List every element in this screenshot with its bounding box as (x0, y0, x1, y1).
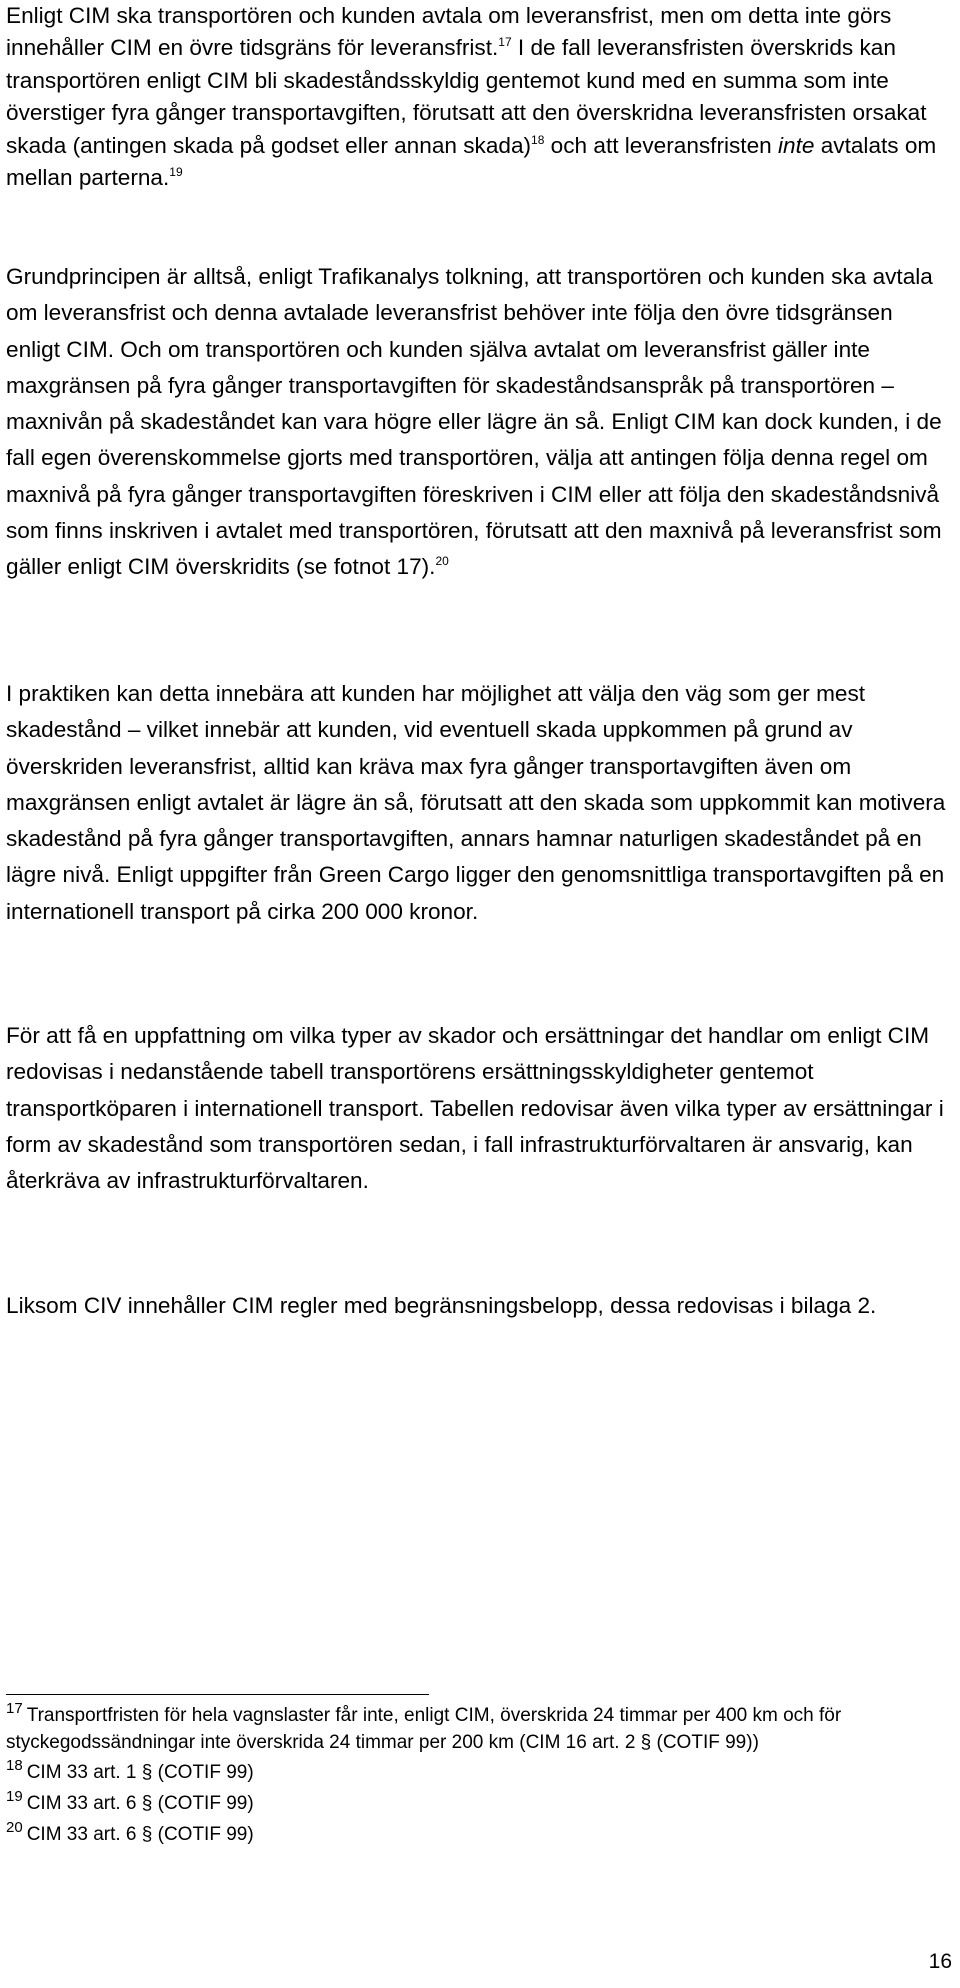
footnote-reference: 20 (435, 554, 449, 569)
text-run: För att få en uppfattning om vilka typer av skador och ersättningar det handlar om enligt CIM redovisas i nedanstående tabell transportörens ersättningsskyldigheter gentemot transportköparen i internationell transport. Tabellen redovisar även vilka typer av ersättningar i form av skadestånd som transportören sedan, i fall infrastrukturförvaltaren är ansvarig, kan återkräva av infrastrukturförvaltaren. (6, 1023, 944, 1194)
text-run: avtalats om mellan parterna. (6, 132, 937, 191)
footnotes (6, 1700, 941, 1853)
footnote (6, 1788, 941, 1818)
footnote-text: CIM 33 art. 6 § (COTIF 99) (26, 1824, 254, 1845)
paragraph (6, 259, 951, 586)
footnote-number: 18 (6, 1757, 23, 1774)
footnote (6, 1700, 941, 1756)
text-run: Liksom CIV innehåller CIM regler med begränsningsbelopp, dessa redovisas i bilaga 2. (6, 1293, 877, 1318)
paragraph-text (6, 676, 951, 930)
footnote-reference: 19 (169, 165, 183, 180)
paragraph (6, 1288, 951, 1324)
emphasis-text: inte (778, 132, 815, 158)
paragraph-text (6, 259, 951, 586)
footnote (6, 1819, 941, 1849)
footnote-number: 17 (6, 1700, 23, 1717)
paragraph-text (6, 0, 951, 194)
page-number: 16 (928, 1950, 952, 1973)
footnote-reference: 18 (531, 132, 545, 147)
footnote-text: Transportfristen för hela vagnslaster får inte, enligt CIM, överskrida 24 timmar per 400 km och för styckegodssändningar inte överskrida 24 timmar per 200 km (CIM 16 art. 2 § (COTIF 99)) (6, 1705, 842, 1753)
paragraph-text (6, 1288, 951, 1324)
footnote (6, 1757, 941, 1787)
footnote-separator (6, 1694, 429, 1695)
footnote-number: 20 (6, 1819, 23, 1836)
text-run: I praktiken kan detta innebära att kunden har möjlighet att välja den väg som ger mest skadestånd – vilket innebär att kunden, vid eventuell skada uppkommen på grund av överskriden leveransfrist, alltid kan kräva max fyra gånger transportavgiften även om maxgränsen enligt avtalet är lägre än så, förutsatt att den skada som uppkommit kan motivera skadestånd på fyra gånger transportavgiften, annars hamnar naturligen skadeståndet på en lägre nivå. Enligt uppgifter från Green Cargo ligger den genomsnittliga transportavgiften på en internationell transport på cirka 200 000 kronor. (6, 681, 946, 924)
footnote-reference: 17 (498, 35, 512, 50)
paragraph-text (6, 1018, 951, 1199)
footnote-text: CIM 33 art. 6 § (COTIF 99) (26, 1793, 254, 1814)
paragraph (6, 1018, 951, 1199)
text-run: I de fall leveransfristen överskrids kan transportören enligt CIM bli skadeståndsskyldig gentemot kund med en summa som inte överstiger fyra gånger transportavgiften, förutsatt att den överskridna leveransfristen orsakat skada (antingen skada på godset eller annan skada) (6, 35, 927, 158)
paragraph (6, 0, 951, 194)
footnote-text: CIM 33 art. 1 § (COTIF 99) (26, 1762, 254, 1783)
text-run: Grundprincipen är alltså, enligt Trafikanalys tolkning, att transportören och kunden ska avtala om leveransfrist och denna avtalade leveransfrist behöver inte följa den övre tidsgränsen enligt CIM. Och om transportören och kunden själva avtalat om leveransfrist gäller inte maxgränsen på fyra gånger transportavgiften för skadeståndsanspråk på transportören – maxnivån på skadeståndet kan vara högre eller lägre än så. Enligt CIM kan dock kunden, i de fall egen överenskommelse gjorts med transportören, välja att antingen följa denna regel om maxnivå på fyra gånger transportavgiften föreskriven i CIM eller att följa den skadeståndsnivå som finns inskriven i avtalet med transportören, förutsatt att den maxnivå på leveransfrist som gäller enligt CIM överskridits (se fotnot 17). (6, 264, 942, 580)
text-run: Enligt CIM ska transportören och kunden avtala om leveransfrist, men om detta inte görs innehåller CIM en övre tidsgräns för leveransfrist. (6, 3, 892, 61)
text-run: och att leveransfristen (544, 132, 778, 158)
paragraph (6, 676, 951, 930)
footnote-number: 19 (6, 1788, 23, 1805)
